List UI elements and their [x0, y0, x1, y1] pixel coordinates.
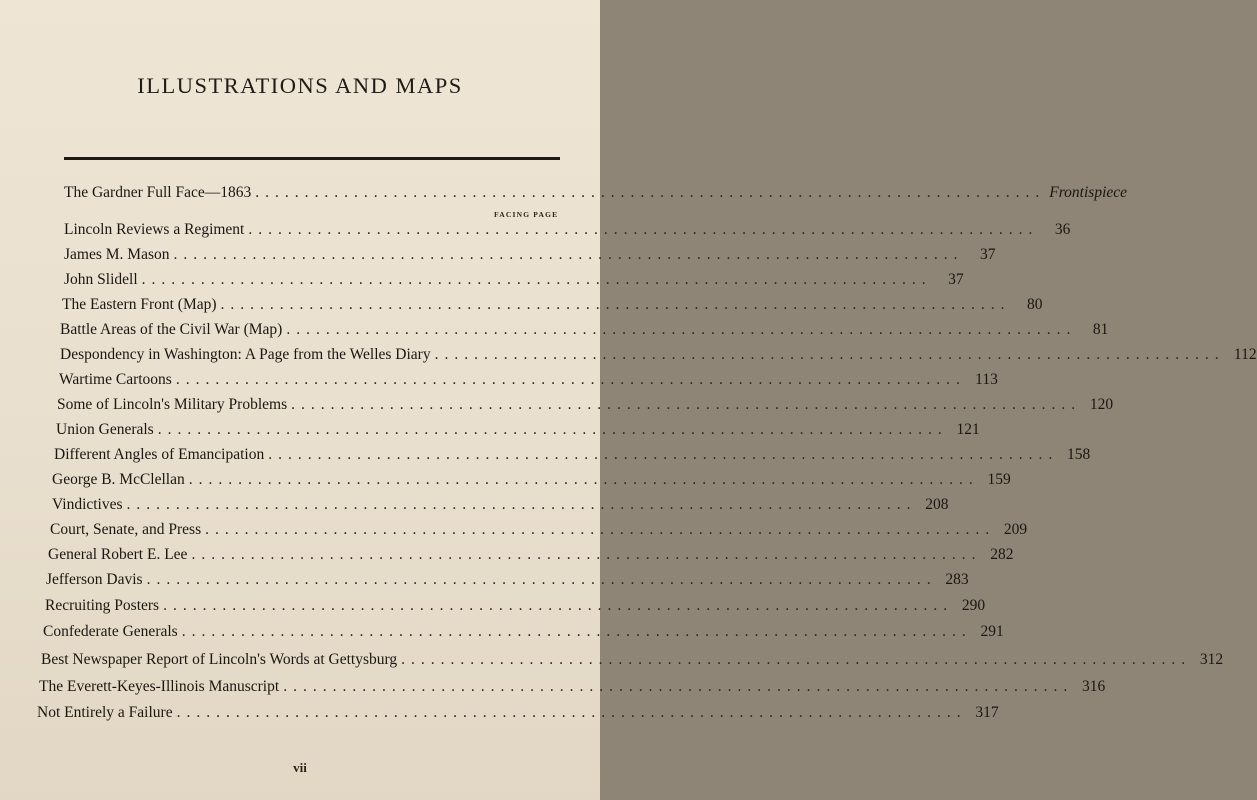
entry-title: Not Entirely a Failure: [37, 704, 173, 721]
leader-dots: ................................................................................: [283, 678, 1074, 695]
contents-entry: [37, 703, 999, 723]
leader-dots: ................................................................................: [126, 496, 917, 513]
entry-page: 120: [1089, 396, 1114, 413]
entry-title: The Everett-Keyes-Illinois Manuscript: [39, 678, 280, 695]
leader-dots: ................................................................................: [291, 396, 1082, 413]
entry-page: 283: [945, 571, 969, 588]
entry-page: 80: [1027, 296, 1043, 313]
contents-entry: [56, 420, 980, 440]
entry-page: 121: [956, 421, 980, 438]
entry-title: The Gardner Full Face—1863: [64, 184, 252, 201]
contents-entry: [48, 545, 1014, 565]
contents-entry: [52, 470, 1011, 490]
contents-entry: [54, 445, 1091, 465]
contents-entry: [57, 395, 1114, 415]
contents-entry: [64, 245, 996, 265]
leader-dots: ................................................................................: [173, 246, 964, 263]
entry-page: 316: [1081, 678, 1106, 695]
leader-dots: ................................................................................: [181, 623, 972, 640]
entry-title: Wartime Cartoons: [59, 371, 172, 388]
contents-entry: [64, 183, 1128, 203]
entry-title: Recruiting Posters: [45, 597, 160, 614]
contents-entry: [39, 677, 1106, 697]
entry-page: 158: [1066, 446, 1091, 463]
leader-dots: ................................................................................: [157, 421, 948, 438]
entry-title: Confederate Generals: [43, 623, 178, 640]
entry-title: Union Generals: [56, 421, 154, 438]
leader-dots: ................................................................................: [248, 221, 1039, 238]
contents-entry: [62, 295, 1043, 315]
leader-dots: ................................................................................: [191, 546, 982, 563]
leader-dots: ................................................................................: [188, 471, 979, 488]
entry-page: Frontispiece: [1049, 184, 1128, 201]
leader-dots: ................................................................................: [220, 296, 1011, 313]
page-number: vii: [293, 760, 307, 775]
leader-dots: ................................................................................: [175, 371, 966, 388]
contents-entry: [60, 320, 1109, 340]
entry-title: Jefferson Davis: [46, 571, 143, 588]
contents-entry: [64, 270, 964, 290]
contents-entry: [52, 495, 949, 515]
entry-page: 312: [1199, 651, 1224, 668]
entry-page: 37: [979, 246, 996, 263]
page-heading: ILLUSTRATIONS AND MAPS: [137, 73, 463, 98]
leader-dots: ................................................................................: [286, 321, 1077, 338]
entry-title: George B. McClellan: [52, 471, 185, 488]
contents-entry: [45, 596, 986, 616]
leader-dots: ................................................................................: [146, 571, 937, 588]
entry-title: Different Angles of Emancipation: [54, 446, 265, 463]
leader-dots: ................................................................................: [205, 521, 996, 538]
leader-dots: ................................................................................: [268, 446, 1059, 463]
entry-title: Best Newspaper Report of Lincoln's Words at Gettysburg: [41, 651, 398, 668]
entry-page: 81: [1092, 321, 1109, 338]
entry-title: Court, Senate, and Press: [50, 521, 202, 538]
leader-dots: ................................................................................: [255, 184, 1046, 201]
entry-title: Vindictives: [52, 496, 123, 513]
entry-title: John Slidell: [64, 271, 138, 288]
contents-entry: [50, 520, 1028, 540]
contents-entry: [64, 220, 1071, 240]
entry-title: Lincoln Reviews a Regiment: [64, 221, 245, 238]
facing-page-label: FACING PAGE: [494, 210, 559, 219]
leader-dots: ................................................................................: [401, 651, 1192, 668]
entry-page: 282: [990, 546, 1014, 563]
entry-title: Despondency in Washington: A Page from the Welles Diary: [60, 346, 431, 363]
contents-entry: [60, 345, 1257, 365]
entry-page: 36: [1054, 221, 1071, 238]
entry-title: General Robert E. Lee: [48, 546, 188, 563]
entry-page: 113: [975, 371, 998, 388]
leader-dots: ................................................................................: [434, 346, 1225, 363]
entry-page: 112: [1233, 346, 1257, 363]
entry-title: Some of Lincoln's Military Problems: [57, 396, 288, 413]
entry-page: 317: [975, 704, 999, 721]
entry-page: 290: [961, 597, 986, 614]
entry-page: 291: [980, 623, 1004, 640]
contents-entry: [43, 622, 1004, 642]
leader-dots: ................................................................................: [176, 704, 967, 721]
leader-dots: ................................................................................: [141, 271, 932, 288]
entry-page: 208: [925, 496, 949, 513]
entry-page: 209: [1003, 521, 1028, 538]
entry-page: 159: [987, 471, 1011, 488]
entry-title: The Eastern Front (Map): [62, 296, 217, 313]
contents-entry: [41, 650, 1224, 670]
entry-page: 37: [948, 271, 964, 288]
entry-title: James M. Mason: [64, 246, 170, 263]
contents-entry: [59, 370, 998, 390]
contents-entry: [46, 570, 969, 590]
entry-title: Battle Areas of the Civil War (Map): [60, 321, 283, 338]
leader-dots: ................................................................................: [163, 597, 954, 614]
